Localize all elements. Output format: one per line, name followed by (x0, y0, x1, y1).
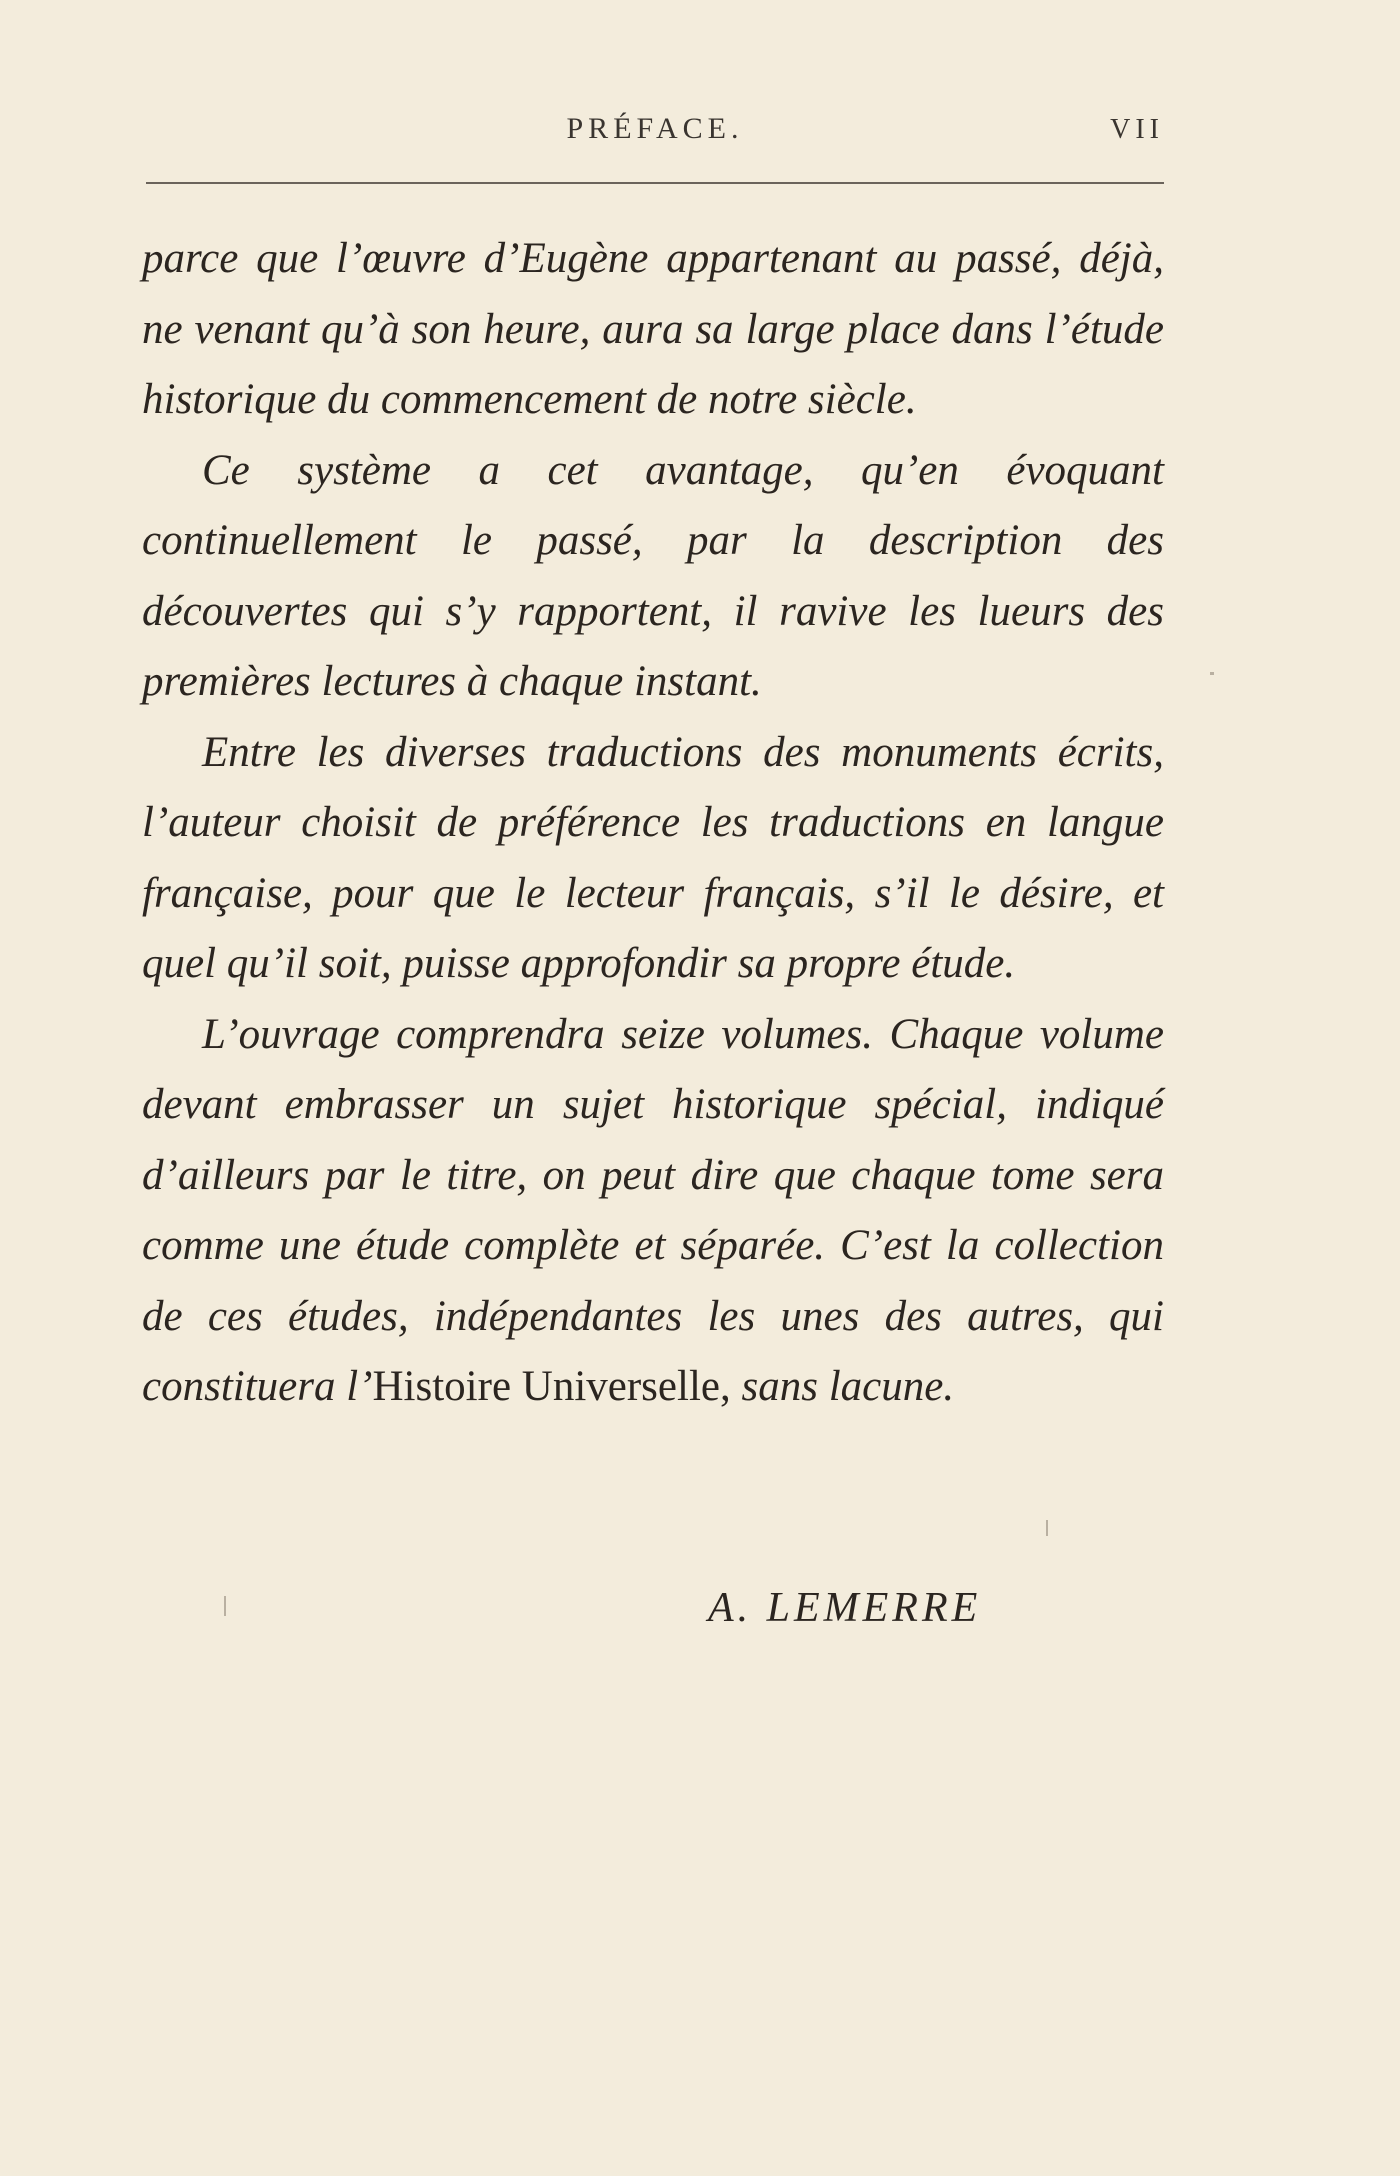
page-number: VII (1110, 114, 1164, 145)
author-signature: A. LEMERRE (708, 1585, 982, 1631)
paragraph-2: Ce système a cet avantage, qu’en évoquant continuellement le passé, par la description des découvertes qui s’y rapportent, il ravive les lueurs des premières lectures à chaque instant. (142, 446, 1164, 705)
running-header (146, 112, 1164, 160)
header-rule (146, 182, 1164, 184)
paragraph-3: Entre les diverses traductions des monuments écrits, l’auteur choisit de préférence les traductions en langue française, pour que le lecteur français, s’il le désire, et quel qu’il soit, puisse approfondir sa propre étude. (142, 728, 1164, 987)
paper-speck (224, 1596, 226, 1616)
paper-speck (1210, 672, 1214, 675)
paragraph-4 (142, 1000, 1164, 1423)
running-title: PRÉFACE. (566, 112, 744, 145)
preface-text (142, 224, 1164, 1423)
work-title: Histoire Universelle, (372, 1363, 731, 1410)
paragraph-4-part-2: sans lacune. (730, 1363, 955, 1410)
paragraph-4-part-1: L’ouvrage comprendra seize volumes. Chaque volume devant embrasser un sujet historique spécial, indiqué d’ailleurs par le titre, on peut dire que chaque tome sera comme une étude complète et séparée. C’est la collection de ces études, indépendantes les unes des autres, qui constituera l’ (142, 1010, 1164, 1410)
paper-speck (1046, 1520, 1048, 1536)
paragraph-1: parce que l’œuvre d’Eugène appartenant au passé, déjà, ne venant qu’à son heure, aura sa large place dans l’étude historique du commencement de notre siècle. (142, 235, 1164, 423)
